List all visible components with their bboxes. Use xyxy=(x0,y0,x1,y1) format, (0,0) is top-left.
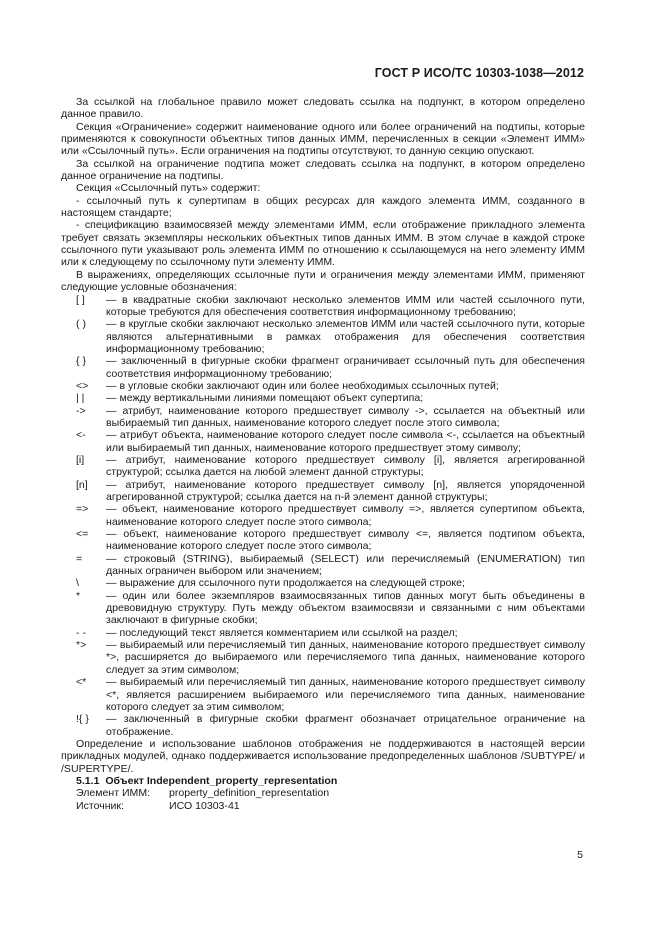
section-heading xyxy=(61,775,585,787)
symbol: { } xyxy=(76,355,86,368)
symbol-row xyxy=(61,553,585,578)
symbol: => xyxy=(76,503,89,516)
paragraph: За ссылкой на ограничение подтипа может следовать ссылка на подпункт, в котором определено данное ограничение на подтипы. xyxy=(61,157,585,183)
symbol-description: — в круглые скобки заключают несколько элементов ИММ или частей ссылочного пути, которые являются альтернативными в рамках отображения для обеспечения соответствия информационному требованию; xyxy=(106,318,585,355)
paragraph: За ссылкой на глобальное правило может следовать ссылка на подпункт, в котором определено данное правило. xyxy=(61,96,585,121)
symbol-row xyxy=(61,627,585,639)
paragraph: Секция «Ссылочный путь» содержит: xyxy=(76,182,261,195)
symbol-description: — атрибут объекта, наименование которого следует после символа <-, ссылается на объектный или выбираемый тип данных, наименование которого предшествует этому символу; xyxy=(106,429,585,454)
symbol: <> xyxy=(76,379,89,392)
symbol-description: — в квадратные скобки заключают несколько элементов ИММ или частей ссылочного пути, которые требуются для обеспечения соответствия информационному требованию; xyxy=(106,293,585,318)
paragraph: Секция «Ограничение» содержит наименование одного или более ограничений на подтипы, которые применяются к совокупности объектных типов данных ИММ, перечисленных в секции «Элемент ИММ» или «Ссылочный путь». Если ограничения на подтипы отсутствуют, то данную секцию опускают. xyxy=(61,120,585,158)
symbol-description: — заключенный в фигурные скобки фрагмент обозначает отрицательное ограничение на отображение. xyxy=(106,713,585,738)
symbol: <= xyxy=(76,528,89,541)
symbol: !{ } xyxy=(76,713,89,726)
symbol-row xyxy=(61,392,585,404)
paragraph: Определение и использование шаблонов отображения не поддерживаются в настоящей версии прикладных модулей, однако поддерживается использование предопределенных шаблонов /SUBTYPE/ и /SUPERTYPE/. xyxy=(61,737,585,775)
symbol-description: — один или более экземпляров взаимосвязанных типов данных могут быть объединены в древовидную структуру. Путь между объектом взаимосвязи и связанными с ним объектами заключают в фигурные скобки; xyxy=(106,589,585,627)
symbol: | | xyxy=(76,392,85,405)
field-row xyxy=(61,800,585,812)
symbol-row xyxy=(61,294,585,319)
symbol-row xyxy=(61,355,585,380)
symbol-description: — выбираемый или перечисляемый тип данных, наименование которого предшествует символу *>, расширяется до выбираемого или перечисляемого типа данных, наименование которого следует за этим символом; xyxy=(106,639,585,676)
symbol-row xyxy=(61,590,585,627)
document-body xyxy=(61,96,585,812)
field-value: ИСО 10303-41 xyxy=(169,799,240,812)
symbol-description: — атрибут, наименование которого предшествует символу [n], является упорядоченной агрегированной структурой; ссылка дается на n-й элемент данной структуры; xyxy=(106,478,585,503)
symbol-row xyxy=(61,405,585,430)
symbol-row xyxy=(61,454,585,479)
symbol-description: — выражение для ссылочного пути продолжается на следующей строке; xyxy=(106,577,465,590)
symbol: -> xyxy=(76,404,86,417)
symbol: *> xyxy=(76,639,87,652)
section-title: Объект Independent_property_representation xyxy=(105,774,338,787)
symbol-row xyxy=(61,429,585,454)
symbol: \ xyxy=(76,577,79,590)
list-item: - спецификацию взаимосвязей между элементами ИММ, если отображение прикладного элемента требует связать экземпляры нескольких объектных типов данных ИММ. В этом случае в каждой строке ссылочного пути указывают роль элемента ИММ по отношению к ссылающемуся на него элементу ИММ или к следующему по ссылочному пути элементу ИММ. xyxy=(61,219,585,269)
symbol: = xyxy=(76,552,83,565)
section-number: 5.1.1 xyxy=(76,774,100,787)
standard-header: ГОСТ Р ИСО/ТС 10303-1038—2012 xyxy=(374,66,584,80)
symbol-description: — последующий текст является комментарием или ссылкой на раздел; xyxy=(106,626,458,639)
symbol-description: — объект, наименование которого предшествует символу <=, является подтипом объекта, наименование которого следует после этого символа; xyxy=(106,528,585,553)
field-label: Источник: xyxy=(76,799,124,812)
symbol-row xyxy=(61,380,585,392)
symbol-list xyxy=(61,294,585,738)
symbol: ( ) xyxy=(76,318,86,331)
paragraph: В выражениях, определяющих ссылочные пути и ограничения между элементами ИММ, применяют следующие условные обозначения: xyxy=(61,268,585,294)
symbol: [i] xyxy=(76,453,85,466)
symbol-description: — атрибут, наименование которого предшествует символу ->, ссылается на объектный или выбираемый тип данных, наименование которого следует после этого символа; xyxy=(106,404,585,429)
symbol: [n] xyxy=(76,478,88,491)
symbol-description: — заключенный в фигурные скобки фрагмент ограничивает ссылочный путь для обеспечения соответствия информационному требованию; xyxy=(106,355,585,380)
symbol: <- xyxy=(76,429,86,442)
symbol-description: — атрибут, наименование которого предшествует символу [i], является агрегированной структурой; ссылка дается на любой элемент данной структуры; xyxy=(106,453,585,479)
symbol-row xyxy=(61,503,585,528)
symbol-row xyxy=(61,528,585,553)
page-number: 5 xyxy=(577,849,583,861)
symbol: [ ] xyxy=(76,293,85,306)
field-row xyxy=(61,787,585,799)
symbol: * xyxy=(76,589,81,602)
symbol-row xyxy=(61,577,585,589)
symbol-description: — между вертикальными линиями помещают объект супертипа; xyxy=(106,392,424,405)
symbol: - - xyxy=(76,626,86,639)
field-label: Элемент ИММ: xyxy=(76,787,151,800)
symbol-row xyxy=(61,318,585,355)
symbol-row xyxy=(61,639,585,676)
symbol-row xyxy=(61,479,585,504)
symbol: <* xyxy=(76,676,87,689)
symbol-description: — объект, наименование которого предшествует символу =>, является супертипом объекта, наименование которого следует после этого символа; xyxy=(106,503,585,528)
symbol-row xyxy=(61,713,585,738)
symbol-row xyxy=(61,676,585,713)
symbol-description: — выбираемый или перечисляемый тип данных, наименование которого предшествует символу <*, является расширением выбираемого или перечисляемого типа данных, наименование которого следует за этим символом; xyxy=(106,676,585,713)
list-item: - ссылочный путь к супертипам в общих ресурсах для каждого элемента ИММ, созданного в настоящем стандарте; xyxy=(61,194,585,220)
symbol-description: — строковый (STRING), выбираемый (SELECT) или перечисляемый (ENUMERATION) тип данных ограничен выбором или значением; xyxy=(106,552,585,578)
field-value: property_definition_representation xyxy=(169,787,330,800)
symbol-description: — в угловые скобки заключают один или более необходимых ссылочных путей; xyxy=(106,379,499,392)
